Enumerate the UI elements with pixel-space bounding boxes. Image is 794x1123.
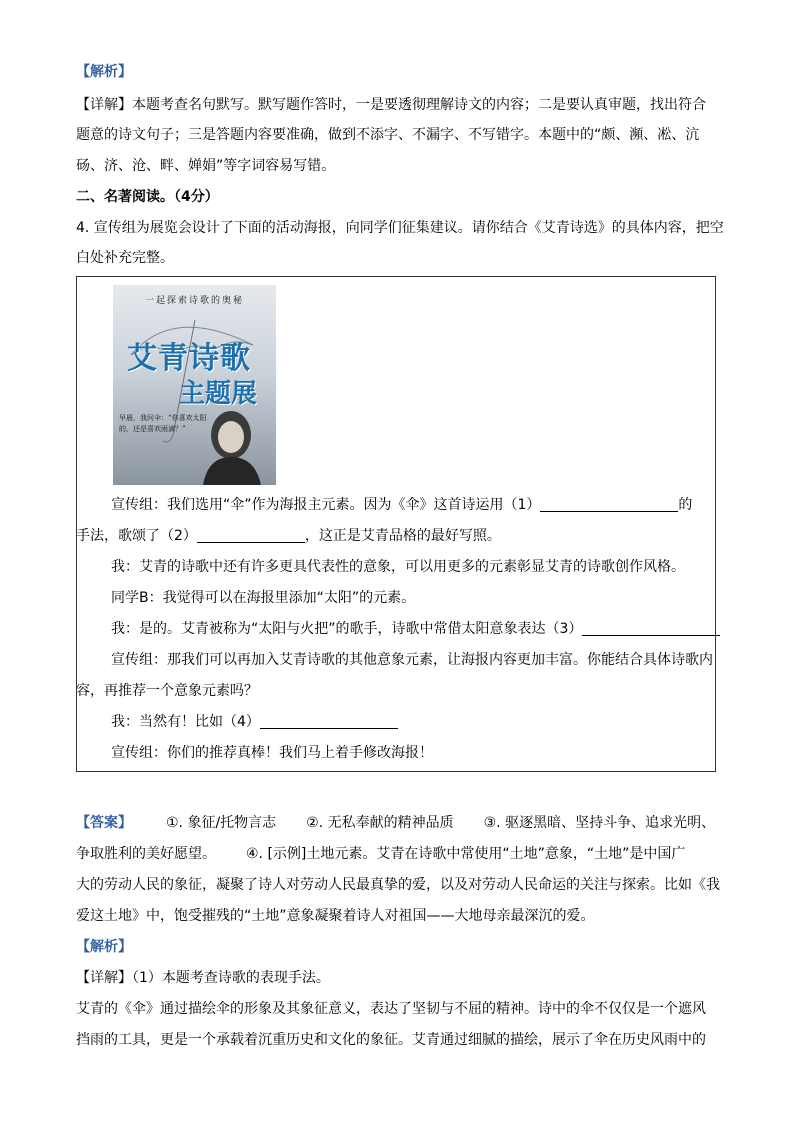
answer-text: 争取胜利的美好愿望。 bbox=[76, 846, 216, 862]
answer-blank-2[interactable] bbox=[197, 526, 305, 543]
poster-caption: 早晨，我问伞：“你喜欢太阳的，还是喜欢雨滴？” bbox=[119, 414, 207, 433]
answer-blank-4[interactable] bbox=[260, 712, 398, 729]
detail-line-2: 题意的诗文句子；三是答题内容要准确，做到不添字、不漏字、不写错字。本题中的“颇、瀕、凇、沆 bbox=[76, 127, 700, 143]
answer-item-4: ④. [示例]土地元素。艾青在诗歌中常使用“土地”意象，“土地”是中国广 bbox=[246, 846, 686, 862]
poster-top-text: 一起探索诗歌的奥秘 bbox=[144, 296, 244, 306]
answer-line-3: 大的劳动人民的象征，凝聚了诗人对劳动人民最真挚的爱，以及对劳动人民命运的关注与探索。比如《我 bbox=[76, 877, 720, 893]
answer-item-1: ①. 象征/托物言志 bbox=[166, 815, 277, 831]
dialog-line-6: 宣传组：那我们可以再加入艾青诗歌的其他意象元素，让海报内容更加丰富。你能结合具体诗歌内 bbox=[111, 652, 713, 668]
dialog-text: 宣传组：我们选用“伞”作为海报主元素。因为《伞》这首诗运用（1） bbox=[111, 497, 541, 513]
dialog-text: 的 bbox=[678, 497, 693, 513]
dialog-text: ，这正是艾青品格的最好写照。 bbox=[304, 528, 501, 544]
answer-blank-3[interactable] bbox=[582, 619, 720, 636]
dialog-text: 我：是的。艾青被称为“太阳与火把”的歌手，诗歌中常借太阳意象表达（3） bbox=[111, 621, 583, 637]
dialog-line-4: 同学B：我觉得可以在海报里添加“太阳”的元素。 bbox=[111, 590, 416, 606]
detail2-line-1: 【详解】（1）本题考查诗歌的表现手法。 bbox=[76, 970, 330, 986]
poster-image bbox=[113, 285, 276, 485]
dialog-line-1 bbox=[111, 494, 692, 516]
analysis-tag: 【解析】 bbox=[76, 64, 132, 80]
dialog-line-2 bbox=[76, 525, 501, 547]
dialog-line-3: 我：艾青的诗歌中还有许多更具代表性的意象，可以用更多的元素彰显艾青的诗歌创作风格。 bbox=[111, 559, 685, 575]
answer-blank-1[interactable] bbox=[540, 495, 678, 512]
analysis-tag-2: 【解析】 bbox=[76, 939, 132, 955]
question-line-1: 4. 宣传组为展览会设计了下面的活动海报，向同学们征集建议。请你结合《艾青诗选》的具体内容，把空 bbox=[76, 220, 724, 236]
answer-line-1 bbox=[76, 812, 715, 834]
detail2-line-3: 挡雨的工具，更是一个承载着沉重历史和文化的象征。艾青通过细腻的描绘，展示了伞在历史风雨中的 bbox=[76, 1032, 706, 1048]
poster-title-2: 主题展 bbox=[179, 379, 258, 409]
dialog-line-8 bbox=[111, 711, 398, 733]
detail-line-1: 【详解】本题考查名句默写。默写题作答时，一是要透彻理解诗文的内容；二是要认真审题，找出符合 bbox=[76, 97, 706, 113]
answer-tag: 【答案】 bbox=[76, 815, 132, 831]
answer-item-3: ③. 驱逐黑暗、坚持斗争、追求光明、 bbox=[483, 815, 716, 831]
answer-item-2: ②. 无私奉献的精神品质 bbox=[306, 815, 454, 831]
dialog-text: 我：当然有！比如（4） bbox=[111, 714, 260, 730]
dialog-line-9: 宣传组：你们的推荐真棒！我们马上着手修改海报！ bbox=[111, 745, 433, 761]
answer-line-4: 爱这土地》中，饱受摧残的“土地”意象凝聚着诗人对祖国——大地母亲最深沉的爱。 bbox=[76, 908, 595, 924]
poster-title-1: 艾青诗歌 bbox=[127, 341, 251, 376]
detail-line-3: 砀、济、沧、畔、婵娟”等字词容易写错。 bbox=[76, 158, 336, 174]
dialog-text: 手法，歌颂了（2） bbox=[76, 528, 197, 544]
answer-line-2 bbox=[76, 843, 685, 865]
detail2-line-2: 艾青的《伞》通过描绘伞的形象及其象征意义，表达了坚韧与不屈的精神。诗中的伞不仅仅是一个遮风 bbox=[76, 1001, 706, 1017]
dialog-line-5 bbox=[111, 618, 720, 640]
section-heading: 二、名著阅读。（4分） bbox=[76, 189, 219, 205]
dialog-line-7: 容，再推荐一个意象元素吗？ bbox=[76, 683, 258, 699]
question-line-2: 白处补充完整。 bbox=[76, 250, 174, 266]
